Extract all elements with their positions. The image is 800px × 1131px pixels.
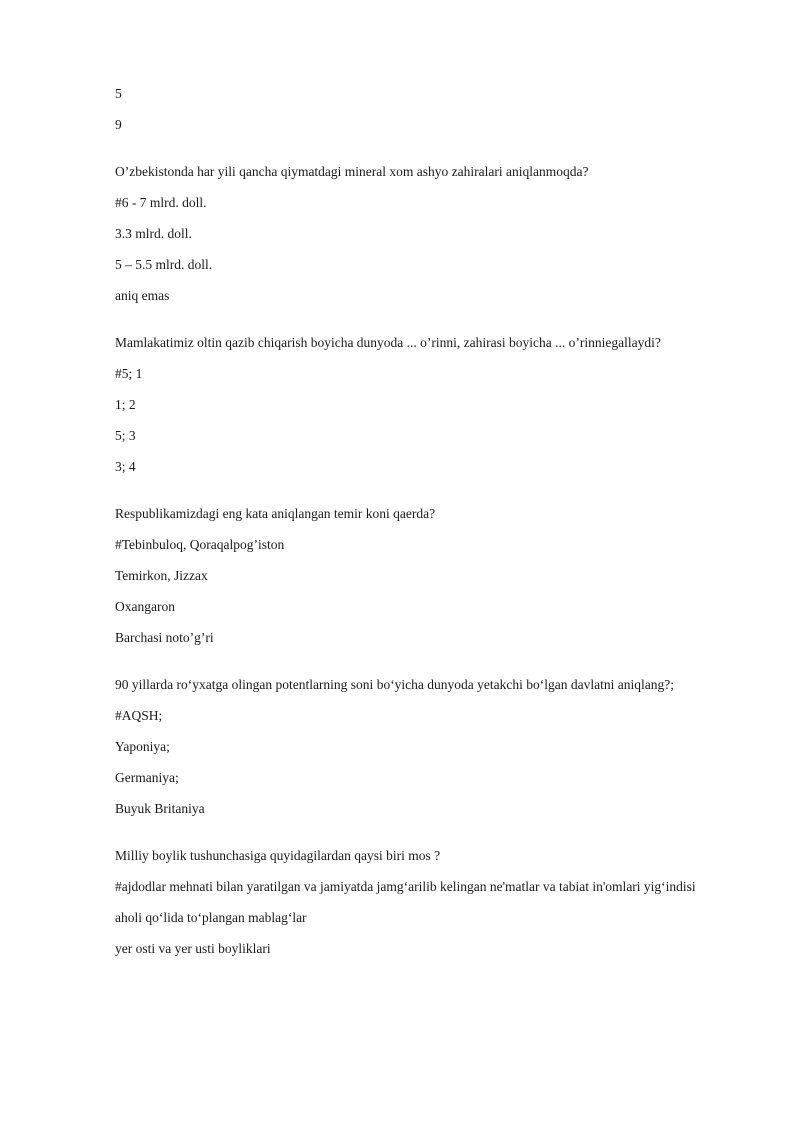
question-text: Respublikamizdagi eng kata aniqlangan temir koni qaerda? xyxy=(115,506,436,521)
answer-option: 3; 4 xyxy=(115,459,136,474)
answer-option: Temirkon, Jizzax xyxy=(115,568,208,583)
question-block-1 xyxy=(115,164,755,304)
question-text: Mamlakatimiz oltin qazib chiqarish boyicha dunyoda ... o’rinni, zahirasi boyicha ... o’rinniegallaydi? xyxy=(115,335,661,350)
answer-option: yer osti va yer usti boyliklari xyxy=(115,941,271,956)
answer-option: 5 – 5.5 mlrd. doll. xyxy=(115,257,213,272)
question-text: O’zbekistonda har yili qancha qiymatdagi mineral xom ashyo zahiralari aniqlanmoqda? xyxy=(115,164,589,179)
answer-option: 1; 2 xyxy=(115,397,136,412)
option-line: 9 xyxy=(115,117,122,132)
question-block-3 xyxy=(115,506,755,646)
question-text: Milliy boylik tushunchasiga quyidagilardan qaysi biri mos ? xyxy=(115,848,441,863)
question-block-4 xyxy=(115,677,755,817)
answer-option: Buyuk Britaniya xyxy=(115,801,205,816)
answer-option: #AQSH; xyxy=(115,708,163,723)
answer-option: 5; 3 xyxy=(115,428,136,443)
answer-option: #Tebinbuloq, Qoraqalpog’iston xyxy=(115,537,285,552)
answer-option: Oxangaron xyxy=(115,599,175,614)
question-block-2 xyxy=(115,335,755,475)
answer-option: 3.3 mlrd. doll. xyxy=(115,226,192,241)
answer-option: aniq emas xyxy=(115,288,170,303)
answer-option: Germaniya; xyxy=(115,770,179,785)
answer-option: #6 - 7 mlrd. doll. xyxy=(115,195,207,210)
answer-option: Yaponiya; xyxy=(115,739,170,754)
document-page xyxy=(115,86,755,972)
answer-option: #ajdodlar mehnati bilan yaratilgan va jamiyatda jamg‘arilib kelingan ne'matlar va tabiat in'omlari yig‘indisi xyxy=(115,879,696,894)
answer-option: #5; 1 xyxy=(115,366,143,381)
answer-option: Barchasi noto’g’ri xyxy=(115,630,214,645)
leftover-options xyxy=(115,86,755,133)
question-text: 90 yillarda ro‘yxatga olingan potentlarning soni bo‘yicha dunyoda yetakchi bo‘lgan davlatni aniqlang?; xyxy=(115,677,674,692)
option-line: 5 xyxy=(115,86,122,101)
answer-option: aholi qo‘lida to‘plangan mablag‘lar xyxy=(115,910,307,925)
question-block-5 xyxy=(115,848,755,957)
